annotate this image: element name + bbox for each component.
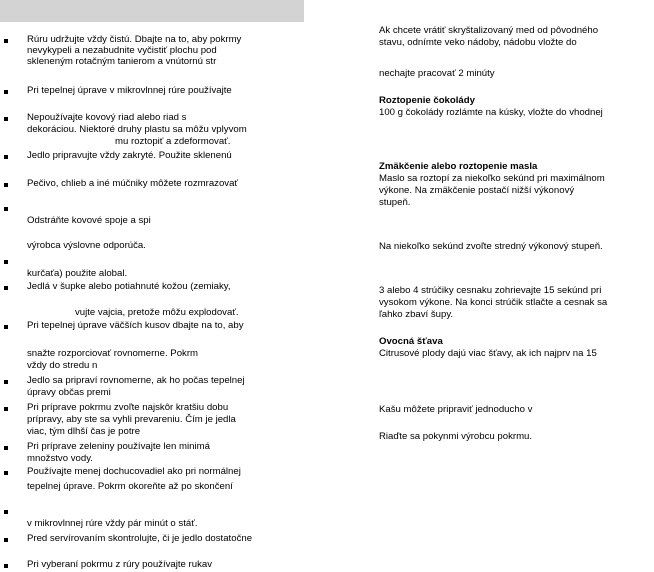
bullet <box>4 260 8 264</box>
bullet <box>4 39 8 43</box>
text-line: Pečivo, chlieb a iné múčniky môžete rozmrazovať <box>27 178 239 189</box>
bullet <box>4 183 8 187</box>
text-line: v mikrovlnnej rúre vždy pár minút o stáť. <box>27 518 198 529</box>
text-line: 3 alebo 4 strúčiky cesnaku zohrievajte 15 sekúnd pri <box>379 285 602 296</box>
left-column <box>0 0 308 572</box>
text-line: Jedlo sa pripraví rovnomerne, ak ho počas tepelnej <box>27 375 245 386</box>
text-line: dekoráciou. Niektoré druhy plastu sa môžu vplyvom <box>27 124 247 135</box>
bullet <box>4 207 8 211</box>
text-line: Citrusové plody dajú viac šťavy, ak ich najprv na 15 <box>379 348 597 359</box>
text-line: Pri tepelnej úprave väčších kusov dbajte na to, aby <box>27 320 244 331</box>
text-line: stupeň. <box>379 197 411 208</box>
text-line: Pri príprave pokrmu zvoľte najskôr kratšiu dobu <box>27 402 229 413</box>
text-line: Kašu môžete pripraviť jednoducho v <box>379 404 533 415</box>
text-line: Pri príprave zeleniny používajte len minimá <box>27 441 210 452</box>
text-line: Maslo sa roztopí za niekoľko sekúnd pri maximálnom <box>379 173 605 184</box>
bullet <box>4 286 8 290</box>
text-line: tepelnej úprave. Pokrm okoreňte až po skončení <box>27 481 233 492</box>
text-line: viac, tým dlhší čas je potre <box>27 426 141 437</box>
text-line: Pri vyberaní pokrmu z rúry používajte rukav <box>27 559 213 570</box>
text-line: ľahko zbaví šupy. <box>379 309 454 320</box>
text-line: 100 g čokolády rozlámte na kúsky, vložte do vhodnej <box>379 107 603 118</box>
text-line: stavu, odnímte veko nádoby, nádobu vložte do <box>379 37 577 48</box>
text-line: skleneným rotačným tanierom a vnútornú str <box>27 56 217 67</box>
text-line: prípravy, aby ste sa vyhli prevareniu. Čím je jedla <box>27 414 236 425</box>
text-line: vždy do stredu n <box>27 360 98 371</box>
bullet <box>4 471 8 475</box>
text-line: Pri tepelnej úprave v mikrovlnnej rúre používajte <box>27 85 232 96</box>
text-line: Odstráňte kovové spoje a spi <box>27 215 151 226</box>
text-line: výrobca výslovne odporúča. <box>27 240 146 251</box>
text-line: Riaďte sa pokynmi výrobcu pokrmu. <box>379 431 533 442</box>
text-line: vujte vajcia, pretože môžu explodovať. <box>75 307 239 318</box>
bullet <box>4 117 8 121</box>
text-line: Jedlá v šupke alebo potiahnuté kožou (zemiaky, <box>27 281 231 292</box>
bullet <box>4 155 8 159</box>
section-heading: Roztopenie čokolády <box>379 95 475 106</box>
bullet <box>4 380 8 384</box>
bullet <box>4 564 8 568</box>
bullet <box>4 446 8 450</box>
text-line: Ak chcete vrátiť skryštalizovaný med od pôvodného <box>379 25 599 36</box>
text-line: množstvo vody. <box>27 453 93 464</box>
text-line: Nepoužívajte kovový riad alebo riad s <box>27 112 187 123</box>
text-line: Na niekoľko sekúnd zvoľte stredný výkonový stupeň. <box>379 241 603 252</box>
text-line: Používajte menej dochucovadiel ako pri normálnej <box>27 466 241 477</box>
text-line: kurčaťa) použite alobal. <box>27 268 128 279</box>
text-line: nechajte pracovať 2 minúty <box>379 68 495 79</box>
text-line: snažte rozporciovať rovnomerne. Pokrm <box>27 348 199 359</box>
bullet <box>4 325 8 329</box>
right-column <box>379 0 654 572</box>
section-heading: Ovocná šťava <box>379 336 443 347</box>
text-line: vysokom výkone. Na konci strúčik stlačte a cesnak sa <box>379 297 608 308</box>
text-line: úpravy občas premi <box>27 387 111 398</box>
text-line: nevykypeli a nezabudnite vyčistiť plochu pod <box>27 45 217 56</box>
text-line: mu roztopiť a zdeformovať. <box>115 136 231 147</box>
text-line: Jedlo pripravujte vždy zakryté. Použite sklenenú <box>27 150 232 161</box>
bullet <box>4 90 8 94</box>
text-line: Pred servírovaním skontrolujte, či je jedlo dostatočne <box>27 533 253 544</box>
text-line: výkone. Na zmäkčenie postačí nižší výkonový <box>379 185 575 196</box>
text-line: Rúru udržujte vždy čistú. Dbajte na to, aby pokrmy <box>27 34 242 45</box>
bullet <box>4 538 8 542</box>
bullet <box>4 510 8 514</box>
bullet <box>4 407 8 411</box>
section-heading: Zmäkčenie alebo roztopenie masla <box>379 161 538 172</box>
